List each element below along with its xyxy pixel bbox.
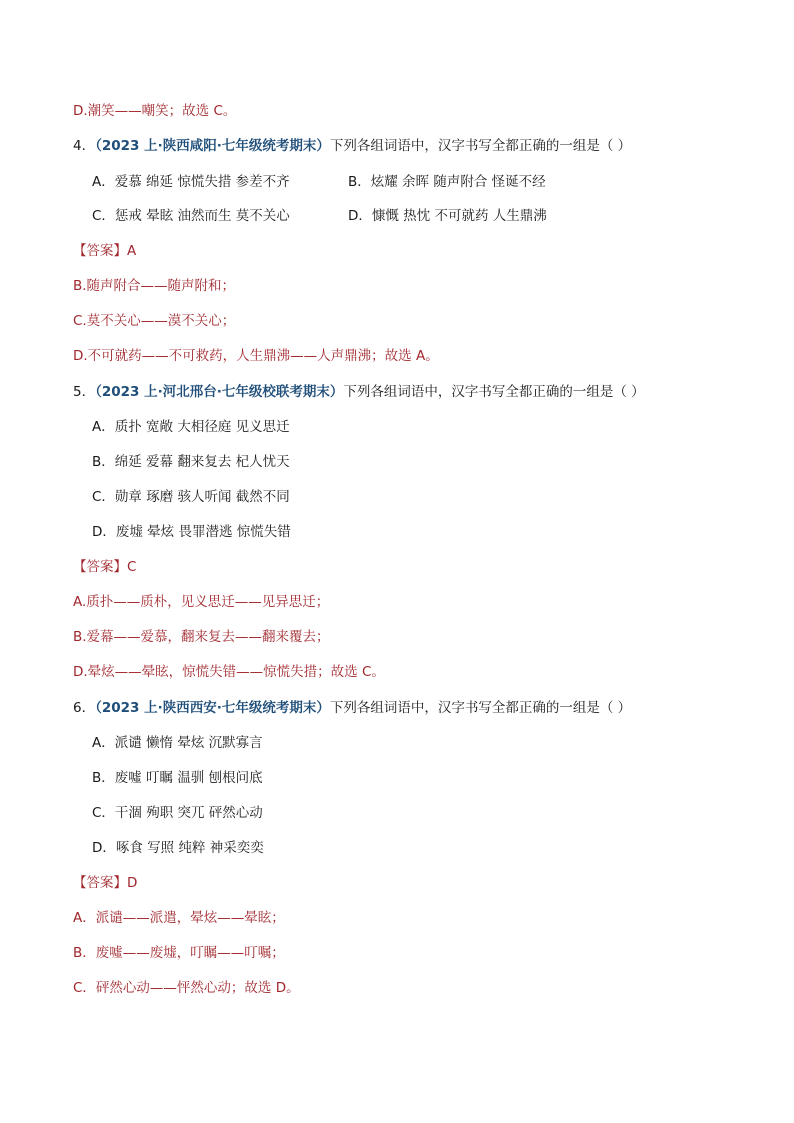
explanation-line: B.随声附合——随声附和； [73,278,236,294]
explanation-line: D.晕炫——晕眩，惊慌失错——惊慌失措；故选 C。 [73,664,385,680]
option-a: A．爱慕 绵延 惊慌失措 参差不齐 [92,174,290,190]
explanation-line: C．砰然心动——怦然心动；故选 D。 [73,980,300,996]
question-number: 6． [73,700,96,716]
option-a: A．质扑 宽敞 大相径庭 见义思迁 [92,419,290,435]
question-text: 下列各组词语中，汉字书写全都正确的一组是（ ） [329,138,632,154]
option-c: C．惩戒 晕眩 油然而生 莫不关心 [92,208,290,224]
option-b: B．炫耀 余晖 随声附合 怪诞不经 [348,174,546,190]
question-source: （2023 上·陕西咸阳·七年级统考期末） [95,138,330,154]
question-text: 下列各组词语中，汉字书写全都正确的一组是（ ） [329,700,632,716]
explanation-line: B.爱幕——爱慕，翻来复去——翻来覆去； [73,629,330,645]
explanation-line: D.潮笑——嘲笑；故选 C。 [73,103,237,119]
option-c: C．勋章 琢磨 骇人听闻 截然不同 [92,489,290,505]
question-number: 4． [73,138,96,154]
answer-label: 【答案】A [73,243,137,259]
question-6 [73,698,631,718]
option-b: B．废噓 叮瞩 温驯 刨根问底 [92,770,263,786]
option-d: D．废墟 晕炫 畏罪潜逃 惊慌失错 [92,524,291,540]
explanation-line: A.质扑——质朴，见义思迁——见异思迁； [73,594,330,610]
answer-label: 【答案】C [73,559,137,575]
explanation-line: A．派谴——派遣，晕炫——晕眩； [73,910,285,926]
option-d: D．慷慨 热忱 不可就药 人生鼎沸 [348,208,547,224]
option-c: C．干涸 殉职 突兀 砰然心动 [92,805,263,821]
option-d: D．啄食 写照 纯粹 神采奕奕 [92,840,264,856]
option-b: B．绵延 爱幕 翻来复去 杞人忧天 [92,454,290,470]
explanation-line: D.不可就药——不可救药，人生鼎沸——人声鼎沸；故选 A。 [73,348,439,364]
explanation-line: C.莫不关心——漠不关心； [73,313,236,329]
option-a: A．派谴 懒惰 晕炫 沉默寡言 [92,735,263,751]
question-source: （2023 上·陕西西安·七年级统考期末） [95,700,330,716]
explanation-line: B．废噓——废墟，叮瞩——叮嘱； [73,945,285,961]
question-number: 5． [73,384,96,400]
question-4 [73,136,631,156]
question-5 [73,382,645,402]
question-text: 下列各组词语中，汉字书写全都正确的一组是（ ） [343,384,645,400]
answer-label: 【答案】D [73,875,138,891]
question-source: （2023 上·河北邢台·七年级校联考期末） [95,384,344,400]
